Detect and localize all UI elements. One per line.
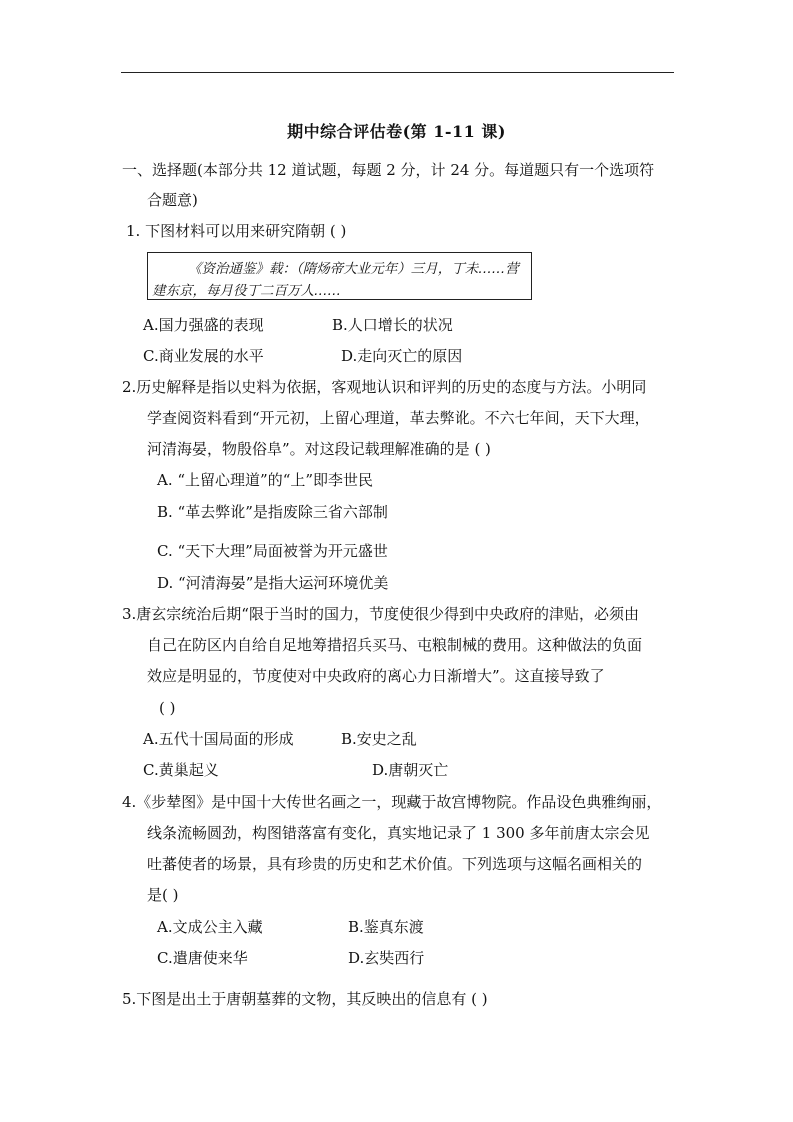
question-4-option-a: A.文成公主入藏	[157, 918, 263, 936]
question-2-line2: 学查阅资料看到“开元初，上留心理道，革去弊讹。不六七年间，天下大理，	[147, 409, 650, 427]
question-1-option-b: B.人口增长的状况	[332, 316, 453, 334]
question-3-line4: ( )	[159, 699, 176, 717]
question-3-option-b: B.安史之乱	[341, 730, 417, 748]
question-4-line3: 吐蕃使者的场景，具有珍贵的历史和艺术价值。下列选项与这幅名画相关的	[147, 855, 643, 873]
question-4-option-d: D.玄奘西行	[348, 949, 425, 967]
question-2-line1: 2.历史解释是指以史料为依据，客观地认识和评判的历史的态度与方法。小明同	[122, 378, 647, 396]
header-rule	[121, 72, 674, 73]
quote-line-2: 建东京，每月役丁二百万人……	[152, 283, 341, 299]
question-1-option-a: A.国力强盛的表现	[143, 316, 264, 334]
question-3-option-a: A.五代十国局面的形成	[143, 730, 294, 748]
question-2-line3: 河清海晏，物殷俗阜”。对这段记载理解准确的是 ( )	[147, 440, 491, 458]
section-heading-line2: 合题意)	[147, 191, 198, 209]
question-4-line2: 线条流畅圆劲，构图错落富有变化，真实地记录了 1 300 多年前唐太宗会见	[147, 824, 650, 842]
question-1-stem: 1. 下图材料可以用来研究隋朝 ( )	[126, 222, 347, 240]
question-1-quote-box	[147, 252, 532, 300]
question-2-option-a: A. “上留心理道”的“上”即李世民	[157, 471, 374, 489]
question-2-option-c: C. “天下大理”局面被誉为开元盛世	[157, 542, 388, 560]
question-4-option-c: C.遣唐使来华	[157, 949, 248, 967]
quote-line-1: 《资治通鉴》载：（隋炀帝大业元年）三月，丁未……营	[188, 261, 519, 277]
question-3-line3: 效应是明显的，节度使对中央政府的离心力日渐增大”。这直接导致了	[147, 667, 605, 685]
question-1-option-c: C.商业发展的水平	[143, 347, 264, 365]
question-4-option-b: B.鉴真东渡	[348, 918, 424, 936]
question-3-line1: 3.唐玄宗统治后期“限于当时的国力，节度使很少得到中央政府的津贴，必须由	[122, 605, 639, 623]
page-title: 期中综合评估卷(第 1-11 课)	[287, 122, 506, 141]
question-4-line1: 4.《步辇图》是中国十大传世名画之一，现藏于故宫博物院。作品设色典雅绚丽，	[122, 793, 662, 811]
question-2-option-d: D. “河清海晏”是指大运河环境优美	[157, 574, 389, 592]
section-heading-line1: 一、选择题(本部分共 12 道试题，每题 2 分，计 24 分。每道题只有一个选项符	[122, 161, 655, 179]
question-3-option-d: D.唐朝灭亡	[372, 761, 449, 779]
question-5-stem: 5.下图是出土于唐朝墓葬的文物，其反映出的信息有 ( )	[122, 990, 488, 1008]
question-1-option-d: D.走向灭亡的原因	[341, 347, 463, 365]
question-3-option-c: C.黄巢起义	[143, 761, 219, 779]
question-4-line4: 是( )	[147, 886, 179, 904]
question-3-line2: 自己在防区内自给自足地筹措招兵买马、屯粮制械的费用。这种做法的负面	[147, 636, 643, 654]
question-2-option-b: B. “革去弊讹”是指废除三省六部制	[157, 503, 388, 521]
